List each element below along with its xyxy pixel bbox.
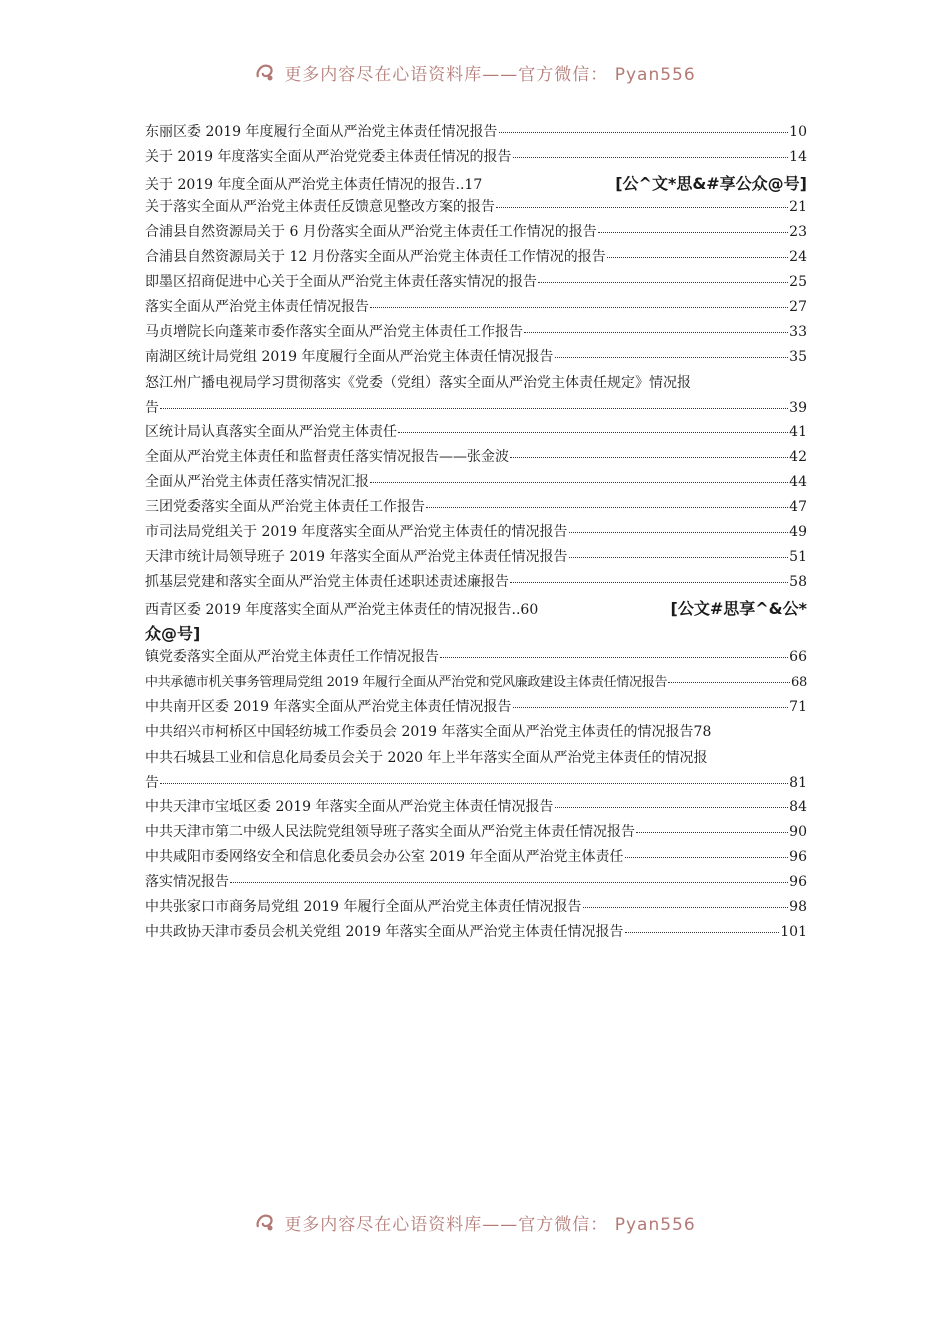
toc-entry-page: 25 [789, 274, 807, 290]
toc-entry-page: 27 [789, 299, 807, 315]
toc-entry[interactable] [145, 471, 807, 496]
toc-entry[interactable] [145, 521, 807, 546]
toc-entry-title: 关于 2019 年度落实全面从严治党党委主体责任情况的报告 [145, 149, 512, 165]
toc-entry-title-cont: 告 [145, 400, 159, 416]
toc-entry[interactable] [145, 321, 807, 346]
ad-tag: [公文#思享^&公* [670, 599, 807, 618]
toc-entry-title: 区统计局认真落实全面从严治党主体责任 [145, 424, 397, 440]
toc-entry-title-cont: 告 [145, 775, 159, 791]
toc-entry-title: 落实全面从严治党主体责任情况报告 [145, 299, 369, 315]
leader-dots [370, 307, 788, 308]
toc-entry-page: 71 [789, 699, 807, 715]
toc-entry[interactable] [145, 646, 807, 671]
toc-entry[interactable] [145, 446, 807, 471]
toc-entry-page: 35 [789, 349, 807, 365]
leader-dots [569, 532, 789, 533]
leader-dots [625, 857, 789, 858]
toc-entry[interactable] [145, 721, 807, 746]
toc-entry[interactable] [145, 496, 807, 521]
leader-dots [496, 207, 788, 208]
toc-entry-page: 51 [789, 549, 807, 565]
toc-entry-title: 抓基层党建和落实全面从严治党主体责任述职述责述廉报告 [145, 574, 509, 590]
toc-entry[interactable] [145, 371, 807, 421]
toc-entry-page: 58 [789, 574, 807, 590]
footer-watermark [0, 1207, 950, 1237]
toc-entry[interactable] [145, 121, 807, 146]
ad-tag: [公^文*思&#享公众@号] [615, 174, 807, 193]
toc-entry-title: 中共石城县工业和信息化局委员会关于 2020 年上半年落实全面从严治党主体责任的情况报 [145, 750, 708, 766]
toc-entry-title: 关于落实全面从严治党主体责任反馈意见整改方案的报告 [145, 199, 495, 215]
leader-dots [636, 832, 788, 833]
toc-entry-title: 中共天津市宝坻区委 2019 年落实全面从严治党主体责任情况报告 [145, 799, 554, 815]
toc-entry-title: 西青区委 2019 年度落实全面从严治党主体责任的情况报告..60 [145, 602, 539, 618]
toc-entry[interactable] [145, 346, 807, 371]
toc-entry-page: 47 [789, 499, 807, 515]
toc-entry[interactable] [145, 271, 807, 296]
leader-dots [160, 783, 788, 784]
logo-icon [254, 61, 276, 83]
leader-dots [625, 932, 780, 933]
toc-entry-page: 66 [789, 649, 807, 665]
toc-entry[interactable] [145, 421, 807, 446]
leader-dots [230, 882, 788, 883]
toc-entry-page: 98 [789, 899, 807, 915]
toc-entry-title: 市司法局党组关于 2019 年度落实全面从严治党主体责任的情况报告 [145, 524, 568, 540]
toc-entry-page: 23 [789, 224, 807, 240]
header-watermark [0, 57, 950, 87]
leader-dots [370, 482, 788, 483]
toc-entry-page: 33 [789, 324, 807, 340]
toc-entry-title: 合浦县自然资源局关于 6 月份落实全面从严治党主体责任工作情况的报告 [145, 224, 597, 240]
toc-entry-title: 中共绍兴市柯桥区中国轻纺城工作委员会 2019 年落实全面从严治党主体责任的情况报告 [145, 724, 694, 740]
toc-entry-page: 44 [789, 474, 807, 490]
toc-entry-title: 南湖区统计局党组 2019 年度履行全面从严治党主体责任情况报告 [145, 349, 554, 365]
leader-dots [160, 408, 788, 409]
toc-entry[interactable] [145, 871, 807, 896]
toc-entry-page: 41 [789, 424, 807, 440]
watermark-text: 更多内容尽在心语资料库——官方微信： Pyan556 [284, 64, 696, 85]
toc-entry-title: 中共张家口市商务局党组 2019 年履行全面从严治党主体责任情况报告 [145, 899, 582, 915]
toc-entry-title: 中共天津市第二中级人民法院党组领导班子落实全面从严治党主体责任情况报告 [145, 824, 635, 840]
toc-entry[interactable] [145, 571, 807, 596]
toc-entry[interactable] [145, 246, 807, 271]
table-of-contents [145, 121, 807, 946]
leader-dots [513, 157, 789, 158]
toc-entry-page: 84 [789, 799, 807, 815]
leader-dots [499, 132, 789, 133]
toc-entry-page: 68 [791, 675, 807, 690]
toc-entry-page: 96 [789, 849, 807, 865]
toc-entry-title: 全面从严治党主体责任落实情况汇报 [145, 474, 369, 490]
toc-entry-title: 落实情况报告 [145, 874, 229, 890]
toc-entry-title: 中共承德市机关事务管理局党组 2019 年履行全面从严治党和党风廉政建设主体责任情况报告 [145, 675, 668, 690]
leader-dots [510, 582, 788, 583]
leader-dots [598, 232, 788, 233]
toc-entry-title: 东丽区委 2019 年度履行全面从严治党主体责任情况报告 [145, 124, 498, 140]
leader-dots [440, 657, 788, 658]
leader-dots [607, 257, 788, 258]
toc-entry[interactable] [145, 796, 807, 821]
leader-dots [538, 282, 788, 283]
toc-entry-page: 42 [789, 449, 807, 465]
toc-entry[interactable] [145, 596, 807, 621]
toc-entry[interactable] [145, 846, 807, 871]
toc-entry-page: 14 [789, 149, 807, 165]
toc-entry-title: 关于 2019 年度全面从严治党主体责任情况的报告..17 [145, 177, 483, 193]
logo-icon [254, 1211, 276, 1233]
toc-entry-page: 101 [780, 924, 807, 940]
toc-entry-title: 合浦县自然资源局关于 12 月份落实全面从严治党主体责任工作情况的报告 [145, 249, 606, 265]
toc-entry-page: 49 [789, 524, 807, 540]
toc-entry[interactable] [145, 746, 807, 796]
leader-dots [524, 332, 788, 333]
leader-dots [555, 357, 789, 358]
toc-entry[interactable] [145, 146, 807, 171]
toc-entry-page: 78 [693, 724, 712, 740]
toc-entry[interactable] [145, 921, 807, 946]
leader-dots [426, 507, 788, 508]
toc-entry-page: 81 [789, 775, 807, 791]
toc-entry-page: 24 [789, 249, 807, 265]
toc-entry[interactable] [145, 221, 807, 246]
toc-entry-title: 中共咸阳市委网络安全和信息化委员会办公室 2019 年全面从严治党主体责任 [145, 849, 624, 865]
toc-entry-title: 怒江州广播电视局学习贯彻落实《党委（党组）落实全面从严治党主体责任规定》情况报 [145, 375, 691, 391]
leader-dots [555, 807, 789, 808]
toc-entry-title: 即墨区招商促进中心关于全面从严治党主体责任落实情况的报告 [145, 274, 537, 290]
toc-entry-page: 10 [789, 124, 807, 140]
toc-entry-title: 中共政协天津市委员会机关党组 2019 年落实全面从严治党主体责任情况报告 [145, 924, 624, 940]
toc-entry-page: 96 [789, 874, 807, 890]
toc-entry[interactable] [145, 546, 807, 571]
watermark-text: 更多内容尽在心语资料库——官方微信： Pyan556 [284, 1214, 696, 1235]
toc-entry-title: 三团党委落实全面从严治党主体责任工作报告 [145, 499, 425, 515]
toc-entry[interactable] [145, 696, 807, 721]
leader-dots [398, 432, 788, 433]
leader-dots [668, 682, 790, 683]
toc-entry-title: 中共南开区委 2019 年落实全面从严治党主体责任情况报告 [145, 699, 512, 715]
toc-entry-title: 马贞增院长向蓬莱市委作落实全面从严治党主体责任工作报告 [145, 324, 523, 340]
toc-entry[interactable] [145, 896, 807, 921]
toc-entry-title: 全面从严治党主体责任和监督责任落实情况报告——张金波 [145, 449, 509, 465]
toc-entry-title: 天津市统计局领导班子 2019 年落实全面从严治党主体责任情况报告 [145, 549, 568, 565]
ad-tag-continuation: 众@号] [145, 624, 201, 643]
toc-entry[interactable] [145, 671, 807, 696]
toc-entry-page: 90 [789, 824, 807, 840]
toc-entry[interactable] [145, 171, 807, 196]
toc-entry-title: 镇党委落实全面从严治党主体责任工作情况报告 [145, 649, 439, 665]
leader-dots [513, 707, 789, 708]
leader-dots [510, 457, 788, 458]
toc-entry[interactable] [145, 821, 807, 846]
toc-entry[interactable] [145, 196, 807, 221]
leader-dots [569, 557, 789, 558]
toc-entry-page: 21 [789, 199, 807, 215]
toc-entry-page: 39 [789, 400, 807, 416]
leader-dots [583, 907, 789, 908]
toc-entry[interactable] [145, 296, 807, 321]
